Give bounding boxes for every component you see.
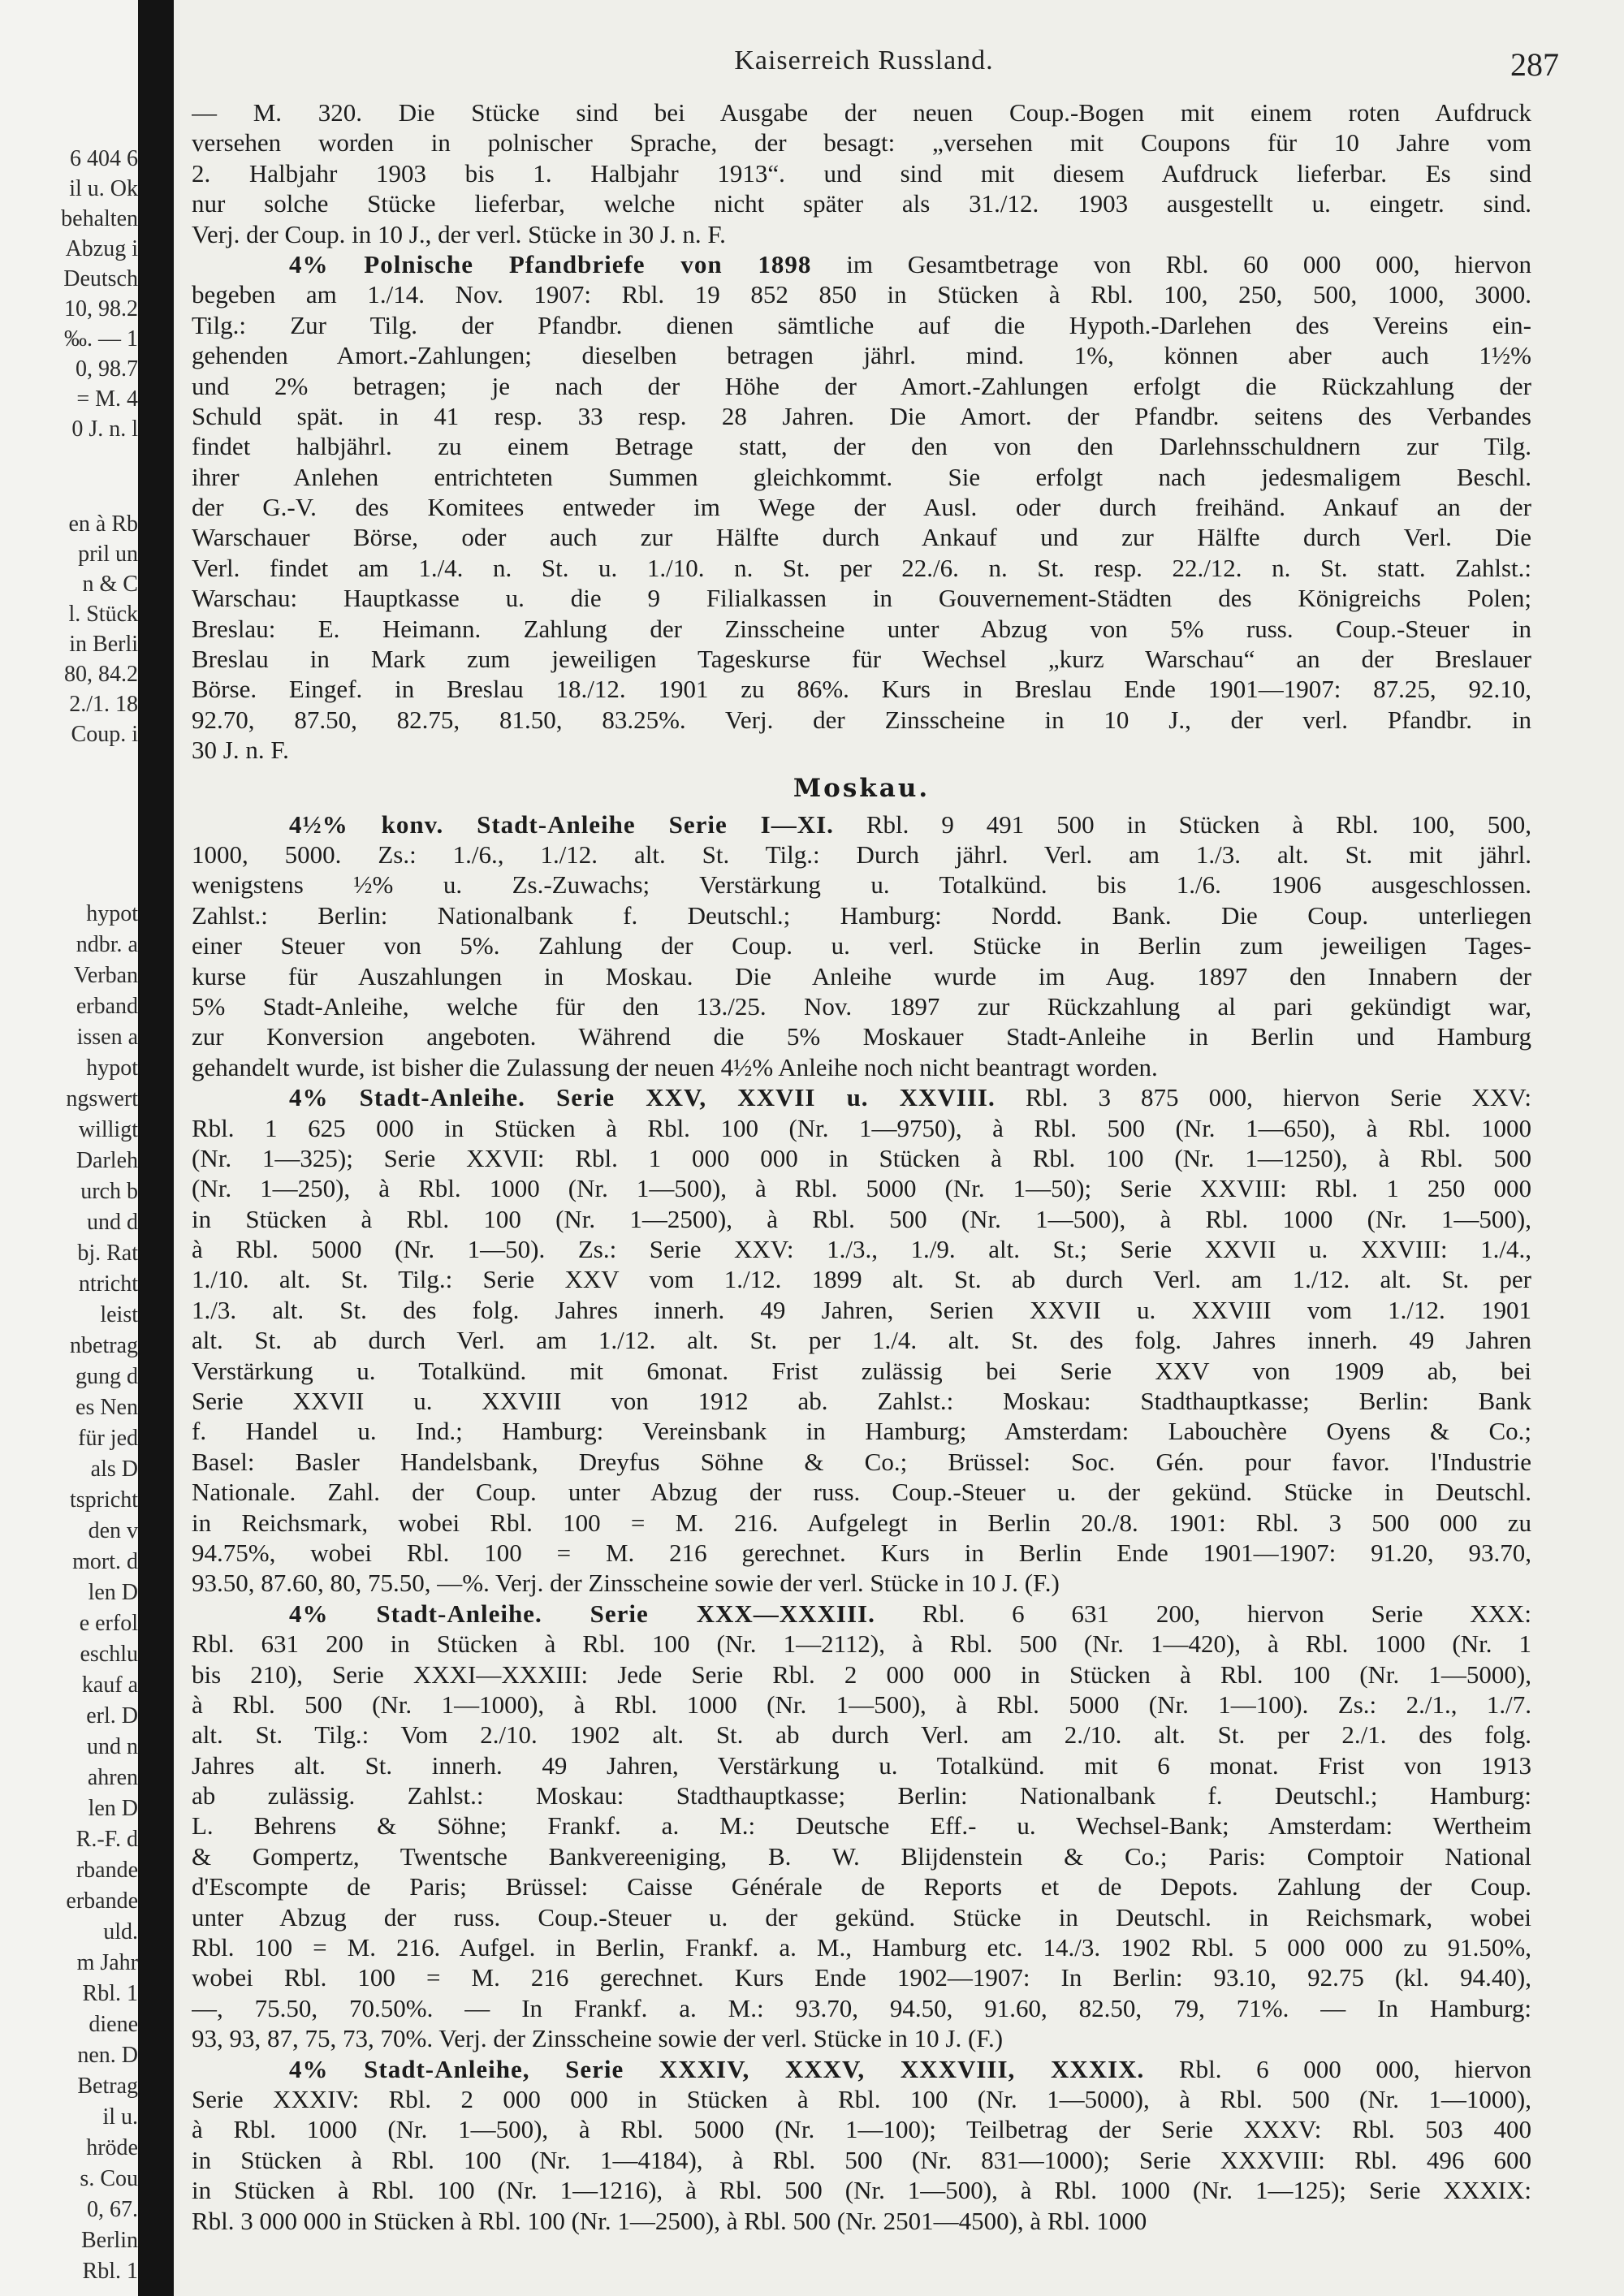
entry-text-line: Jahres alt. St. innerh. 49 Jahren, Verstärkung u. Totalkünd. mit 6 monat. Frist von 1913 (192, 1750, 1531, 1780)
entry-text-line: Rbl. 631 200 in Stücken à Rbl. 100 (Nr. 1—2112), à Rbl. 500 (Nr. 1—420), à Rbl. 1000 (Nr. 1 (192, 1629, 1531, 1659)
entry-title: 4% Stadt-Anleihe. Serie XXX—XXXIII. (289, 1599, 875, 1628)
entry-text-line: Zahlst.: Berlin: Nationalbank f. Deutschl.; Hamburg: Nordd. Bank. Die Coup. unterliegen (192, 900, 1531, 930)
facing-page-text: il u. (102, 2104, 138, 2130)
entry-title: 4% Polnische Pfandbriefe von 1898 (289, 249, 812, 278)
facing-page-text: erl. D (86, 1703, 138, 1728)
intro-text-line: Verj. der Coup. in 10 J., der verl. Stücke in 30 J. n. F. (192, 219, 726, 248)
entry-text-line: 93.50, 87.60, 80, 75.50, —%. Verj. der Zinsscheine sowie der verl. Stücke in 10 J. (F.) (192, 1569, 1060, 1598)
facing-page-text: e erfol (79, 1611, 138, 1636)
entry-text-line: & Gompertz, Twentsche Bankvereeniging, B. W. Blijdenstein & Co.; Paris: Comptoir National (192, 1841, 1531, 1871)
entry-text-line: (Nr. 1—250), à Rbl. 1000 (Nr. 1—500), à Rbl. 5000 (Nr. 1—50); Serie XXVIII: Rbl. 1 250 000 (192, 1174, 1531, 1203)
entry-title-line (192, 1082, 1531, 1112)
facing-page-text: leist (100, 1302, 138, 1327)
entry-text-line: Basel: Basler Handelsbank, Dreyfus Söhne & Co.; Brüssel: Soc. Gén. pour favor. l'Industrie (192, 1447, 1531, 1476)
entry-title: 4½% konv. Stadt-Anleihe Serie I—XI. (289, 809, 834, 839)
facing-page-text: l. Stück (68, 602, 138, 627)
facing-page-text: hypot (86, 1055, 138, 1081)
entry-text-line: kurse für Auszahlungen in Moskau. Die Anleihe wurde im Aug. 1897 den Innabern der (192, 961, 1531, 990)
facing-page-text: 10, 98.2 (64, 296, 138, 322)
facing-page-text: Darleh (76, 1148, 138, 1173)
facing-page-text: hröde (86, 2135, 138, 2160)
facing-page-text: gung d (76, 1364, 138, 1389)
entry-text-line: der G.-V. des Komitees entweder im Wege der Ausl. oder durch freihänd. Ankauf an der (192, 493, 1531, 522)
facing-page-text: Deutsch (63, 266, 138, 291)
running-title: Kaiserreich Russland. (734, 45, 994, 76)
entry-text-line: 94.75%, wobei Rbl. 100 = M. 216 gerechnet. Kurs in Berlin Ende 1901—1907: 91.20, 93.70, (192, 1538, 1531, 1567)
book-gutter (138, 0, 174, 2296)
entry-text-line: alt. St. ab durch Verl. am 1./12. alt. St. per 1./4. alt. St. des folg. Jahres innerh. 49 Jahren (192, 1326, 1531, 1355)
facing-page-text: Rbl. 1 (82, 2259, 138, 2284)
entry-text-line: Verstärkung u. Totalkünd. mit 6monat. Frist zulässig bei Serie XXV von 1909 ab, bei (192, 1356, 1531, 1385)
facing-page-text: 80, 84.2 (64, 662, 138, 687)
entry-text-line: alt. St. Tilg.: Vom 2./10. 1902 alt. St. ab durch Verl. am 2./10. alt. St. per 2./1. des folg. (192, 1720, 1531, 1750)
entry-title-line (192, 249, 1531, 279)
facing-page-text: n & C (82, 572, 138, 597)
facing-page-text: Berlin (81, 2228, 138, 2253)
entry-title-rest: Rbl. 6 631 200, hiervon Serie XXX: (875, 1599, 1531, 1628)
facing-page-text: il u. Ok (69, 176, 138, 201)
entry-text-line: Nationale. Zahl. der Coup. unter Abzug der russ. Coup.-Steuer u. der gekünd. Stücke in Deutschl. (192, 1478, 1531, 1507)
facing-page-text: und d (87, 1210, 138, 1235)
facing-page-text: nen. D (77, 2043, 138, 2068)
facing-page-text: ngswert (66, 1086, 138, 1111)
facing-page-text: tspricht (70, 1487, 138, 1513)
entry-text-line: Tilg.: Zur Tilg. der Pfandbr. dienen sämtliche auf die Hypoth.-Darlehen des Vereins ein- (192, 310, 1531, 339)
facing-page-text: mort. d (72, 1549, 138, 1574)
facing-page-text: 0, 67. (87, 2197, 138, 2222)
facing-page-text: es Nen (76, 1395, 138, 1420)
book-page (174, 0, 1624, 2296)
entry-text-line: Rbl. 3 000 000 in Stücken à Rbl. 100 (Nr. 1—2500), à Rbl. 500 (Nr. 2501—4500), à Rbl. 1000 (192, 2206, 1147, 2235)
entry-text-line: à Rbl. 500 (Nr. 1—1000), à Rbl. 1000 (Nr. 1—500), à Rbl. 5000 (Nr. 1—100). Zs.: 2./1., 1./7. (192, 1690, 1531, 1719)
entry-text-line: —, 75.50, 70.50%. — In Frankf. a. M.: 93.70, 94.50, 91.60, 82.50, 79, 71%. — In Hamburg: (192, 1993, 1531, 2022)
entry-text-line: f. Handel u. Ind.; Hamburg: Vereinsbank in Hamburg; Amsterdam: Labouchère Oyens & Co.; (192, 1417, 1531, 1446)
facing-page-text: len D (88, 1796, 138, 1821)
facing-page-text: für jed (78, 1426, 138, 1451)
entry-text-line: Warschauer Börse, oder auch zur Hälfte durch Ankauf und zur Hälfte durch Verl. Die (192, 523, 1531, 552)
page-body (192, 97, 1531, 2236)
facing-page-text: ntricht (78, 1271, 138, 1297)
entry-text-line: einer Steuer von 5%. Zahlung der Coup. u. verl. Stücke in Berlin zum jeweiligen Tages- (192, 931, 1531, 960)
facing-page-text: behalten (61, 206, 138, 231)
facing-page-text: ‰. — 1 (64, 326, 138, 352)
entry-text-line: L. Behrens & Söhne; Frankf. a. M.: Deutsche Eff.- u. Wechsel-Bank; Amsterdam: Wertheim (192, 1811, 1531, 1841)
entry-text-line: Serie XXVII u. XXVIII von 1912 ab. Zahlst.: Moskau: Stadthauptkasse; Berlin: Bank (192, 1387, 1531, 1416)
facing-page-text: len D (88, 1580, 138, 1605)
entry-text-line: in Stücken à Rbl. 100 (Nr. 1—4184), à Rbl. 500 (Nr. 831—1000); Serie XXXVIII: Rbl. 496 600 (192, 2145, 1531, 2174)
intro-text-line: versehen worden in polnischer Sprache, der besagt: „versehen mit Coupons für 10 Jahre vom (192, 128, 1531, 158)
entry-text-line: unter Abzug der russ. Coup.-Steuer u. der gekünd. Stücke in Deutschl. in Reichsmark, wobei (192, 1902, 1531, 1931)
facing-page-text: den v (88, 1518, 138, 1543)
facing-page-text: Verban (73, 963, 138, 988)
entry-text-line: (Nr. 1—325); Serie XXVII: Rbl. 1 000 000 in Stücken à Rbl. 100 (Nr. 1—1250), à Rbl. 500 (192, 1143, 1531, 1172)
entry-text-line: bis 210), Serie XXXI—XXXIII: Jede Serie Rbl. 2 000 000 in Stücken à Rbl. 100 (Nr. 1—5000), (192, 1659, 1531, 1689)
entry-text-line: 1000, 5000. Zs.: 1./6., 1./12. alt. St. Tilg.: Durch jährl. Verl. am 1./3. alt. St. mit jährl. (192, 839, 1531, 869)
entry-text-line: gehandelt wurde, ist bisher die Zulassung der neuen 4½% Anleihe noch nicht beantragt worden. (192, 1052, 1158, 1081)
entry-text-line: 5% Stadt-Anleihe, welche für den 13./25. Nov. 1897 zur Rückzahlung al pari gekündigt war, (192, 991, 1531, 1021)
entry-text-line: 1./10. alt. St. Tilg.: Serie XXV vom 1./12. 1899 alt. St. ab durch Verl. am 1./12. alt. St. per (192, 1265, 1531, 1294)
facing-page-text: 0, 98.7 (76, 356, 138, 382)
facing-page-text: uld. (103, 1919, 138, 1944)
facing-page-text: urch b (80, 1179, 138, 1204)
facing-page-text: m Jahr (76, 1950, 138, 1975)
facing-page-text: Abzug i (65, 236, 138, 261)
entry-title: 4% Stadt-Anleihe. Serie XXV, XXVII u. XXVIII. (289, 1083, 996, 1112)
facing-page-fragment (0, 0, 138, 2296)
facing-page-text: Coup. i (71, 722, 138, 747)
entry-text-line: 92.70, 87.50, 82.75, 81.50, 83.25%. Verj. der Zinsscheine in 10 J., der verl. Pfandbr. in (192, 705, 1531, 734)
facing-page-text: rbande (76, 1858, 138, 1883)
entry-title-line (192, 2054, 1531, 2084)
entry-text-line: à Rbl. 1000 (Nr. 1—500), à Rbl. 5000 (Nr. 1—100); Teilbetrag der Serie XXXV: Rbl. 503 400 (192, 2115, 1531, 2144)
entry-text-line: in Stücken à Rbl. 100 (Nr. 1—2500), à Rbl. 500 (Nr. 1—500), à Rbl. 1000 (Nr. 1—500), (192, 1204, 1531, 1233)
entry-title-line (192, 1599, 1531, 1629)
entry-text-line: Schuld spät. in 41 resp. 33 resp. 28 Jahren. Die Amort. der Pfandbr. seitens des Verbandes (192, 401, 1531, 430)
entry-text-line: d'Escompte de Paris; Brüssel: Caisse Générale de Reports et de Depots. Zahlung der Coup. (192, 1872, 1531, 1901)
page-header (174, 45, 1624, 86)
entry-text-line: findet halbjährl. zu einem Betrage statt, der den von den Darlehnsschuldnern zur Tilg. (192, 432, 1531, 461)
facing-page-text: ahren (87, 1765, 138, 1790)
facing-page-text: issen a (76, 1025, 138, 1050)
entry-title-rest: Rbl. 6 000 000, hiervon (1144, 2054, 1531, 2083)
facing-page-text: Rbl. 1 (82, 1981, 138, 2006)
intro-text-line: 2. Halbjahr 1903 bis 1. Halbjahr 1913“. und sind mit diesem Aufdruck lieferbar. Es sind (192, 158, 1531, 188)
section-heading-moskau: Moskau. (793, 773, 931, 803)
facing-page-text: pril un (78, 542, 138, 567)
entry-title-rest: Rbl. 3 875 000, hiervon Serie XXV: (995, 1083, 1531, 1112)
entry-text-line: 93, 93, 87, 75, 73, 70%. Verj. der Zinsscheine sowie der verl. Stücke in 10 J. (F.) (192, 2024, 1004, 2053)
facing-page-text: ndbr. a (76, 932, 138, 957)
entry-text-line: ihrer Anlehen entrichteten Summen gleichkommt. Sie erfolgt nach jedesmaligem Beschl. (192, 462, 1531, 491)
facing-page-text: hypot (86, 901, 138, 926)
facing-page-text: 2./1. 18 (69, 692, 138, 717)
entry-text-line: und 2% betragen; je nach der Höhe der Amort.-Zahlungen erfolgt die Rückzahlung der (192, 371, 1531, 400)
facing-page-text: s. Cou (80, 2166, 138, 2191)
facing-page-text: in Berli (69, 632, 138, 657)
facing-page-text: R.-F. d (76, 1827, 138, 1852)
entry-text-line: Breslau in Mark zum jeweiligen Tageskurse für Wechsel „kurz Warschau“ an der Breslauer (192, 645, 1531, 674)
entry-text-line: Rbl. 1 625 000 in Stücken à Rbl. 100 (Nr. 1—9750), à Rbl. 500 (Nr. 1—650), à Rbl. 1000 (192, 1113, 1531, 1142)
entry-text-line: à Rbl. 5000 (Nr. 1—50). Zs.: Serie XXV: 1./3., 1./9. alt. St.; Serie XXVII u. XXVIII: 1./4., (192, 1235, 1531, 1264)
entry-text-line: 1./3. alt. St. des folg. Jahres innerh. 49 Jahren, Serien XXVII u. XXVIII vom 1./12. 1901 (192, 1295, 1531, 1324)
facing-page-text: 0 J. n. l (71, 416, 138, 442)
intro-text-line: — M. 320. Die Stücke sind bei Ausgabe der neuen Coup.-Bogen mit einem roten Aufdruck (192, 98, 1531, 127)
facing-page-text: kauf a (81, 1672, 138, 1698)
entry-title-rest: Rbl. 9 491 500 in Stücken à Rbl. 100, 500, (833, 809, 1531, 839)
entry-text-line: Serie XXXIV: Rbl. 2 000 000 in Stücken à Rbl. 100 (Nr. 1—5000), à Rbl. 500 (Nr. 1—1000), (192, 2085, 1531, 2113)
entry-text-line: in Stücken à Rbl. 100 (Nr. 1—1216), à Rbl. 500 (Nr. 1—500), à Rbl. 1000 (Nr. 1—125); Serie XXXIX: (192, 2176, 1531, 2205)
entry-title: 4% Stadt-Anleihe, Serie XXXIV, XXXV, XXXVIII, XXXIX. (289, 2054, 1145, 2083)
entry-text-line: Rbl. 100 = M. 216. Aufgel. in Berlin, Frankf. a. M., Hamburg etc. 14./3. 1902 Rbl. 5 000 000 zu 91.50%, (192, 1933, 1531, 1962)
facing-page-text: 6 404 6 (70, 146, 138, 171)
facing-page-text: und n (87, 1734, 138, 1759)
entry-title-rest: im Gesamtbetrage von Rbl. 60 000 000, hiervon (811, 249, 1531, 278)
entry-text-line: ab zulässig. Zahlst.: Moskau: Stadthauptkasse; Berlin: Nationalbank f. Deutschl.; Hamburg: (192, 1781, 1531, 1810)
facing-page-text: willigt (78, 1117, 138, 1142)
facing-page-text: = M. 4 (76, 386, 138, 412)
facing-page-text: als D (90, 1457, 138, 1482)
facing-page-text: nbetrag (70, 1333, 138, 1358)
facing-page-text: Betrag (77, 2074, 138, 2099)
entry-text-line: Verl. findet am 1./4. n. St. u. 1./10. n. St. per 22./6. n. St. resp. 22./12. n. St. statt. Zahlst.: (192, 553, 1531, 582)
entry-text-line: wenigstens ½% u. Zs.-Zuwachs; Verstärkung u. Totalkünd. bis 1./6. 1906 ausgeschlossen. (192, 870, 1531, 900)
entry-text-line: Warschau: Hauptkasse u. die 9 Filialkassen in Gouvernement-Städten des Königreichs Polen; (192, 584, 1531, 613)
facing-page-text: bj. Rat (77, 1241, 138, 1266)
entry-text-line: 30 J. n. F. (192, 736, 289, 765)
facing-page-text: erband (76, 994, 138, 1019)
entry-text-line: in Reichsmark, wobei Rbl. 100 = M. 216. Aufgelegt in Berlin 20./8. 1901: Rbl. 3 500 000 zu (192, 1508, 1531, 1537)
entry-title-line (192, 809, 1531, 839)
facing-page-text: diene (89, 2012, 138, 2037)
entry-text-line: zur Konversion angeboten. Während die 5% Moskauer Stadt-Anleihe in Berlin und Hamburg (192, 1022, 1531, 1051)
entry-text-line: wobei Rbl. 100 = M. 216 gerechnet. Kurs Ende 1902—1907: In Berlin: 93.10, 92.75 (kl. 94.40), (192, 1963, 1531, 1992)
intro-text-line: nur solche Stücke lieferbar, welche nicht später als 31./12. 1903 ausgestellt u. eingetr. sind. (192, 189, 1531, 218)
entry-text-line: gehenden Amort.-Zahlungen; dieselben betragen jährl. mind. 1%, können aber auch 1½% (192, 341, 1531, 370)
entry-text-line: Börse. Eingef. in Breslau 18./12. 1901 zu 86%. Kurs in Breslau Ende 1901—1907: 87.25, 92.10, (192, 675, 1531, 704)
page-number: 287 (1510, 46, 1559, 83)
entry-text-line: Breslau: E. Heimann. Zahlung der Zinsscheine unter Abzug von 5% russ. Coup.-Steuer in (192, 614, 1531, 643)
facing-page-text: erbande (66, 1888, 138, 1914)
facing-page-text: en à Rb (68, 511, 138, 537)
entry-text-line: begeben am 1./14. Nov. 1907: Rbl. 19 852 850 in Stücken à Rbl. 100, 250, 500, 1000, 3000. (192, 280, 1531, 309)
facing-page-text: eschlu (80, 1642, 138, 1667)
